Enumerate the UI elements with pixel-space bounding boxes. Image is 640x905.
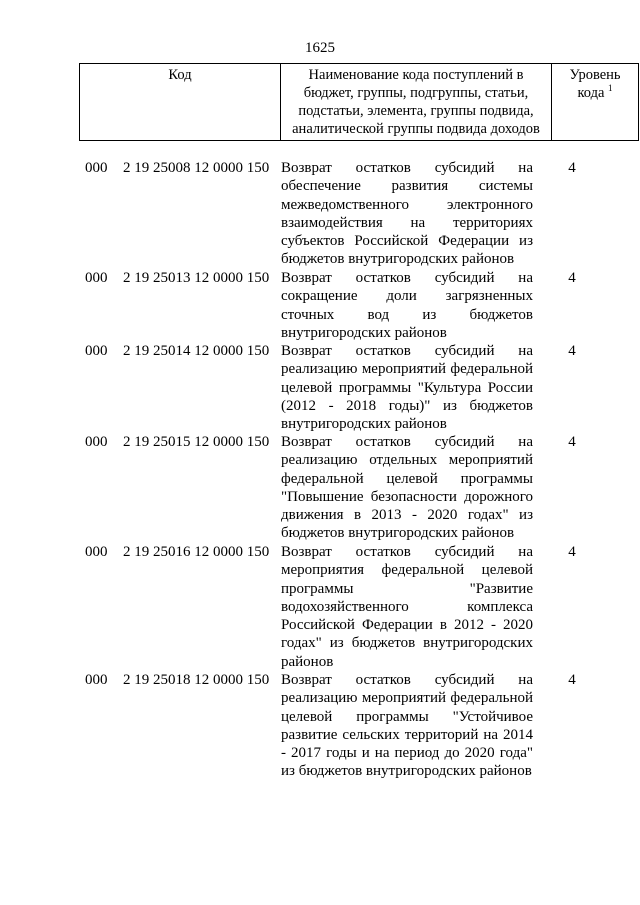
revenue-name: Возврат остатков субсидий на реализацию мероприятий федеральной целевой программы "Устойчивое развитие сельских территорий на 2014 - 2017 годы и на период до 2020 года" из бюджетов внутригородских районов (281, 672, 533, 780)
code-level: 4 (568, 160, 576, 176)
table-row (79, 269, 611, 342)
code-level: 4 (568, 343, 576, 359)
header-code: Код (80, 64, 281, 141)
header-level-cell (552, 64, 639, 141)
revenue-code: 2 19 25014 12 0000 150 (123, 343, 270, 359)
table-row (79, 671, 611, 781)
revenue-code: 2 19 25018 12 0000 150 (123, 672, 270, 688)
revenue-code: 2 19 25008 12 0000 150 (123, 160, 270, 176)
table-header (79, 63, 639, 141)
page-number: 1625 (305, 40, 335, 56)
header-level-footnote: 1 (608, 83, 613, 94)
table-row (79, 543, 611, 671)
revenue-name: Возврат остатков субсидий на реализацию отдельных мероприятий федеральной целевой программы "Повышение безопасности дорожного движения в 2013 - 2020 годах" из бюджетов внутригородских районов (281, 434, 533, 542)
table-row (79, 433, 611, 543)
code-level: 4 (568, 544, 576, 560)
header-level: Уровень кода (569, 67, 621, 101)
table-body (79, 159, 611, 781)
code-level: 4 (568, 672, 576, 688)
admin-code: 000 (85, 160, 108, 176)
code-level: 4 (568, 434, 576, 450)
revenue-code: 2 19 25013 12 0000 150 (123, 270, 270, 286)
revenue-name: Возврат остатков субсидий на мероприятия федеральной целевой программы "Развитие водохозяйственного комплекса Российской Федерации в 2012 - 2020 годах" из бюджетов внутригородских районов (281, 544, 533, 670)
revenue-name: Возврат остатков субсидий на реализацию мероприятий федеральной целевой программы "Культура России (2012 - 2018 годы)" из бюджетов внутригородских районов (281, 343, 533, 433)
table-row (79, 159, 611, 269)
header-name: Наименование кода поступлений в бюджет, группы, подгруппы, статьи, подстатьи, элемента, группы подвида, аналитической группы подвида доходов (281, 64, 552, 141)
admin-code: 000 (85, 544, 108, 560)
admin-code: 000 (85, 270, 108, 286)
code-level: 4 (568, 270, 576, 286)
revenue-name: Возврат остатков субсидий на сокращение доли загрязненных сточных вод из бюджетов внутригородских районов (281, 270, 533, 341)
table-row (79, 342, 611, 433)
revenue-name: Возврат остатков субсидий на обеспечение развития системы межведомственного электронного взаимодействия на территориях субъектов Российской Федерации из бюджетов внутригородских районов (281, 160, 533, 268)
admin-code: 000 (85, 434, 108, 450)
revenue-code: 2 19 25015 12 0000 150 (123, 434, 270, 450)
admin-code: 000 (85, 343, 108, 359)
revenue-code: 2 19 25016 12 0000 150 (123, 544, 270, 560)
admin-code: 000 (85, 672, 108, 688)
